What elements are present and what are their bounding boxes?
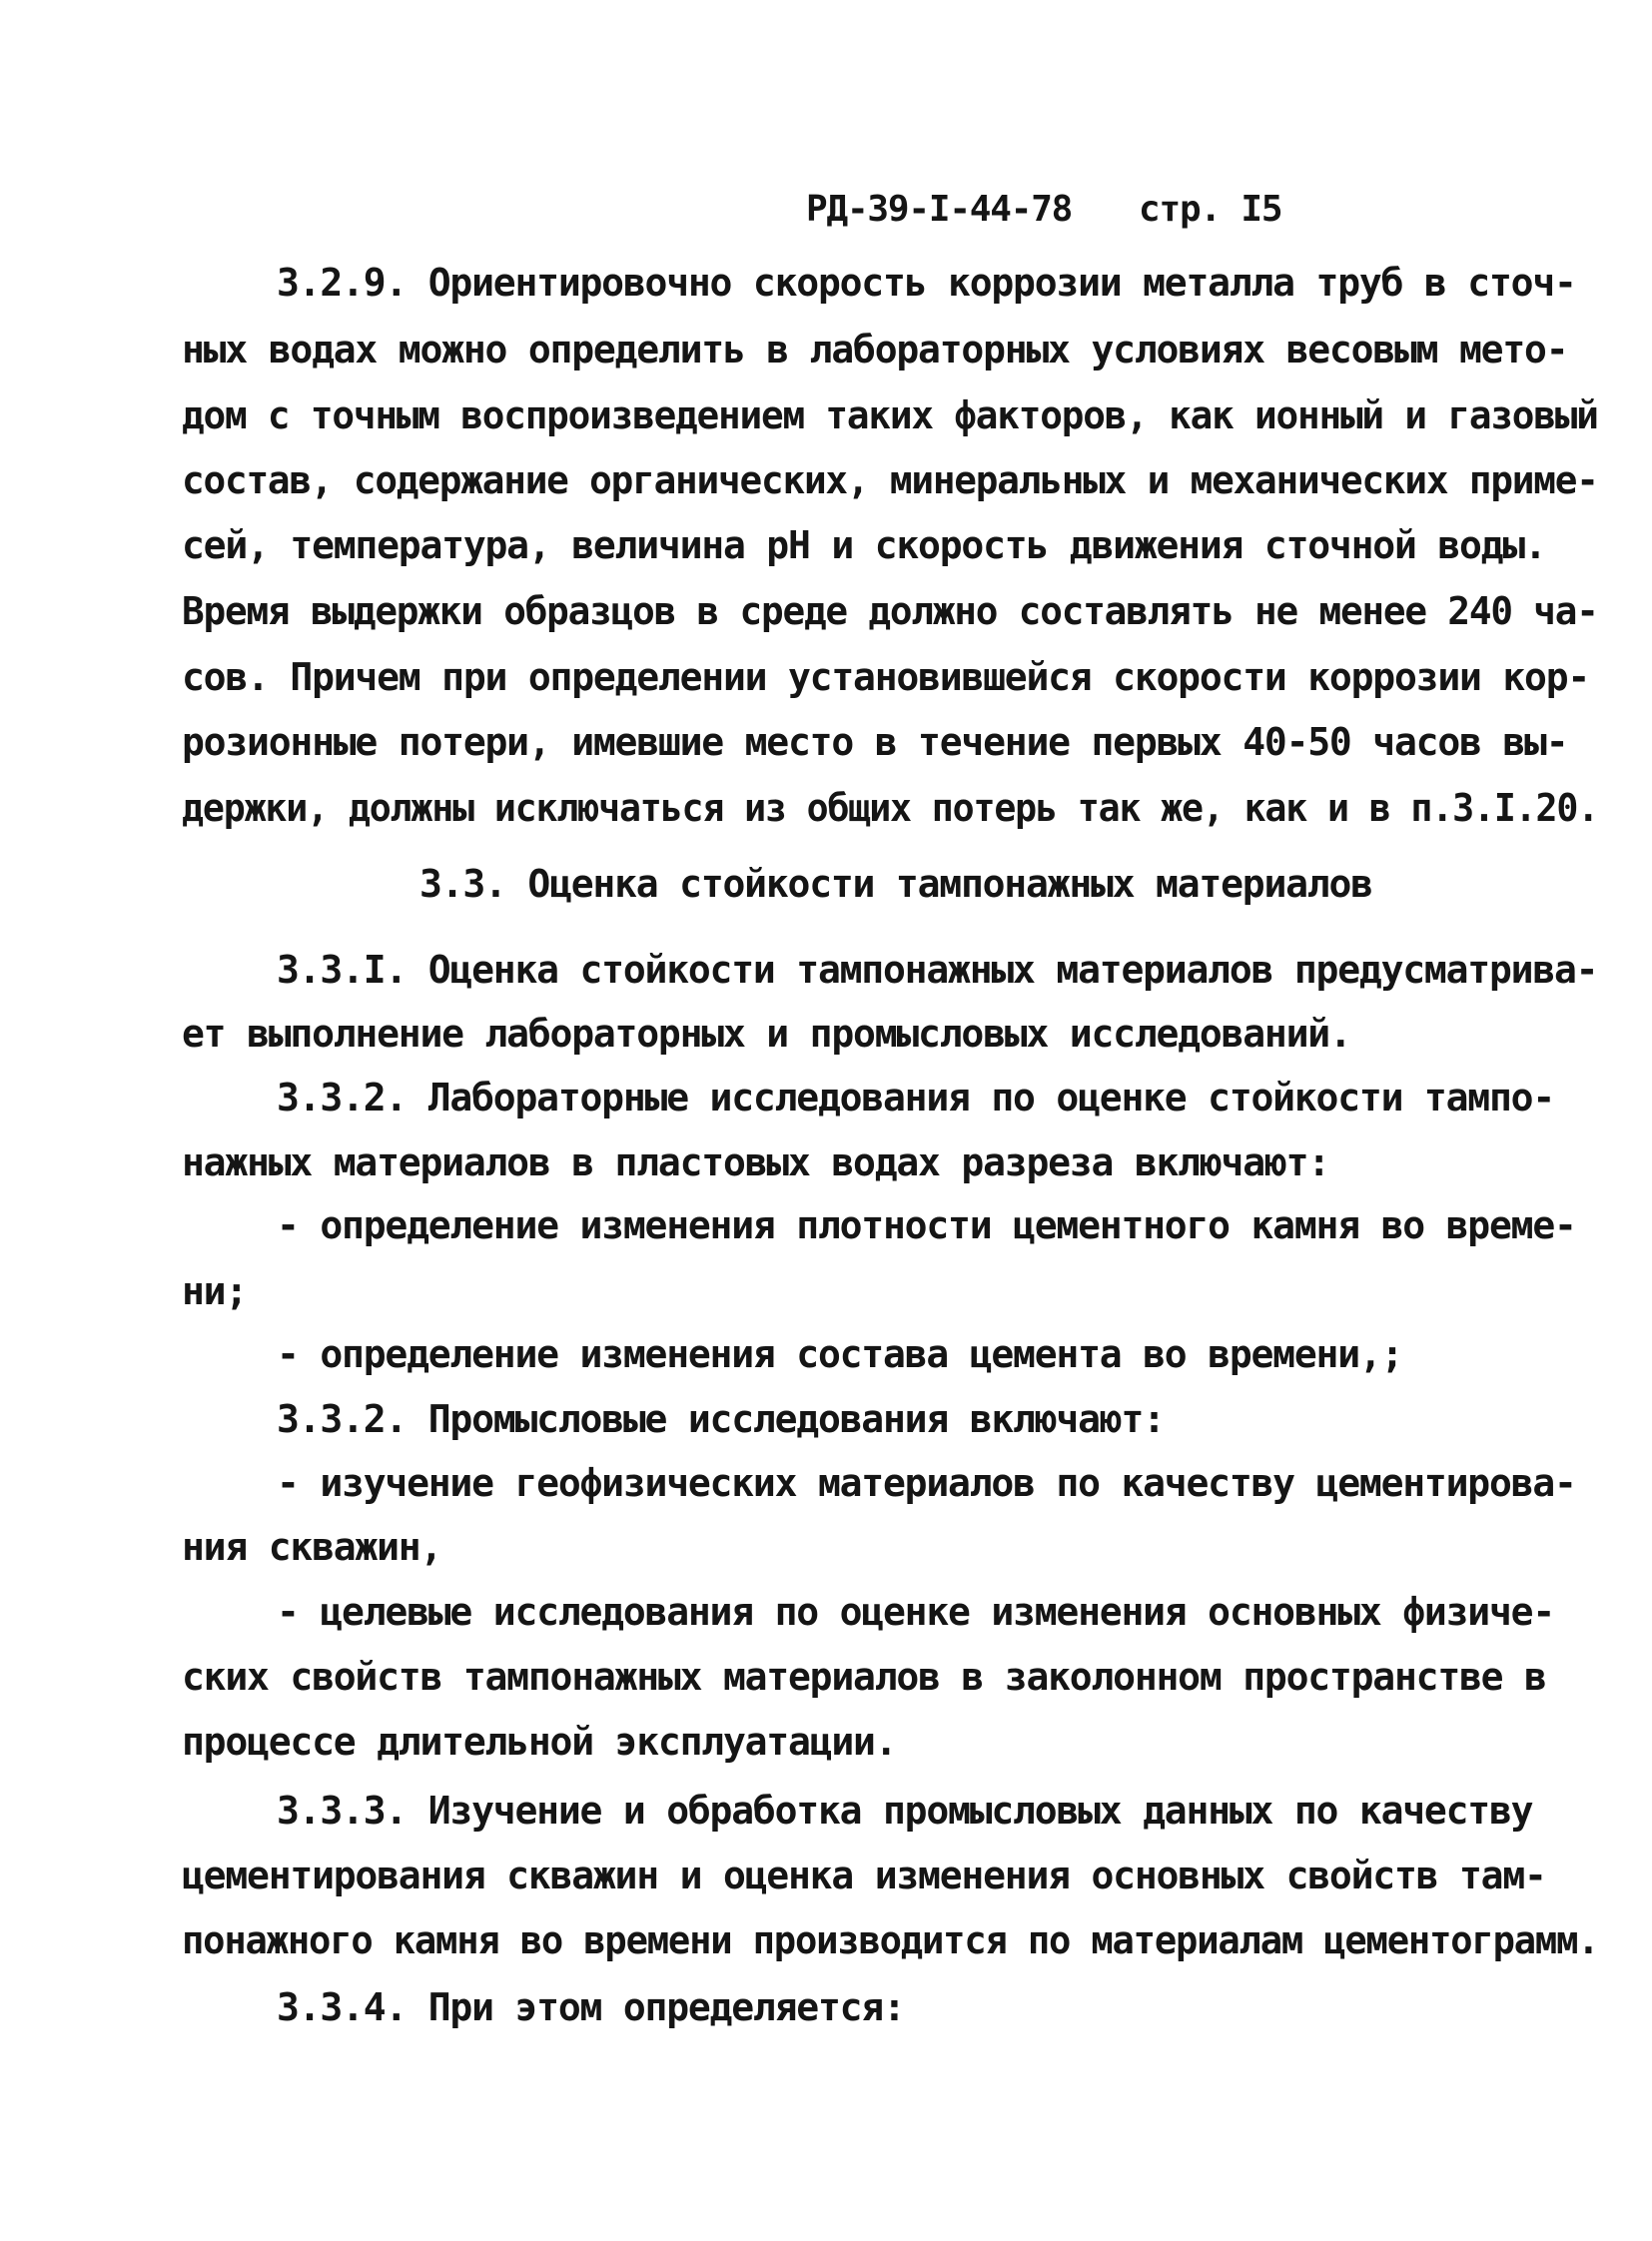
- list-item-1-line-1: - определение изменения плотности цементного камня во време-: [277, 1203, 1576, 1247]
- para-3-2-9-line-6: Время выдержки образцов в среде должно составлять не менее 240 ча-: [182, 589, 1598, 633]
- para-3-3-3-line-3: понажного камня во времени производится по материалам цементограмм.: [182, 1918, 1599, 1962]
- para-3-2-9-line-1: 3.2.9. Ориентировочно скорость коррозии металла труб в сточ-: [277, 261, 1576, 305]
- list-item-3-line-2: ния скважин,: [182, 1525, 442, 1569]
- document-code: РД-39-I-44-78: [806, 189, 1073, 230]
- para-3-2-9-line-4: состав, содержание органических, минеральных и механических приме-: [182, 458, 1598, 502]
- para-3-3-4-line-1: 3.3.4. При этом определяется:: [277, 1985, 905, 2029]
- list-item-2: - определение изменения состава цемента во времени,;: [277, 1332, 1403, 1376]
- para-3-2-9-line-9: держки, должны исключаться из общих потерь так же, как и в п.3.I.20.: [182, 786, 1599, 830]
- list-item-4-line-3: процессе длительной эксплуатации.: [182, 1720, 897, 1764]
- list-item-1-line-2: ни;: [182, 1269, 248, 1313]
- para-3-3-3-line-1: 3.3.3. Изучение и обработка промысловых данных по качеству: [277, 1789, 1533, 1833]
- para-3-3-3-line-2: цементирования скважин и оценка изменения основных свойств там-: [182, 1854, 1546, 1897]
- para-3-2-9-line-7: сов. Причем при определении установившейся скорости коррозии кор-: [182, 655, 1590, 699]
- list-item-4-line-2: ских свойств тампонажных материалов в заколонном пространстве в: [182, 1655, 1546, 1699]
- list-item-3-line-1: - изучение геофизических материалов по качеству цементирова-: [277, 1461, 1576, 1505]
- para-3-2-9-line-2: ных водах можно определить в лабораторных условиях весовым мето-: [182, 328, 1568, 372]
- para-3-3-1-line-1: 3.3.I. Оценка стойкости тампонажных материалов предусматрива-: [277, 948, 1598, 992]
- para-3-2-9-line-3: дом с точным воспроизведением таких факторов, как ионный и газовый: [182, 393, 1598, 437]
- para-3-3-2b-line-1: 3.3.2. Промысловые исследования включают:: [277, 1397, 1165, 1441]
- page-number: стр. I5: [1139, 189, 1282, 230]
- para-3-3-2-line-2: нажных материалов в пластовых водах разреза включают:: [182, 1140, 1329, 1184]
- para-3-3-2-line-1: 3.3.2. Лабораторные исследования по оценке стойкости тампо-: [277, 1076, 1554, 1120]
- list-item-4-line-1: - целевые исследования по оценке изменения основных физиче-: [277, 1590, 1554, 1634]
- section-heading-3-3: 3.3. Оценка стойкости тампонажных материалов: [419, 862, 1372, 906]
- para-3-2-9-line-8: розионные потери, имевшие место в течение первых 40-50 часов вы-: [182, 720, 1568, 764]
- para-3-2-9-line-5: сей, температура, величина pH и скорость движения сточной воды.: [182, 523, 1546, 567]
- para-3-3-1-line-2: ет выполнение лабораторных и промысловых исследований.: [182, 1012, 1351, 1056]
